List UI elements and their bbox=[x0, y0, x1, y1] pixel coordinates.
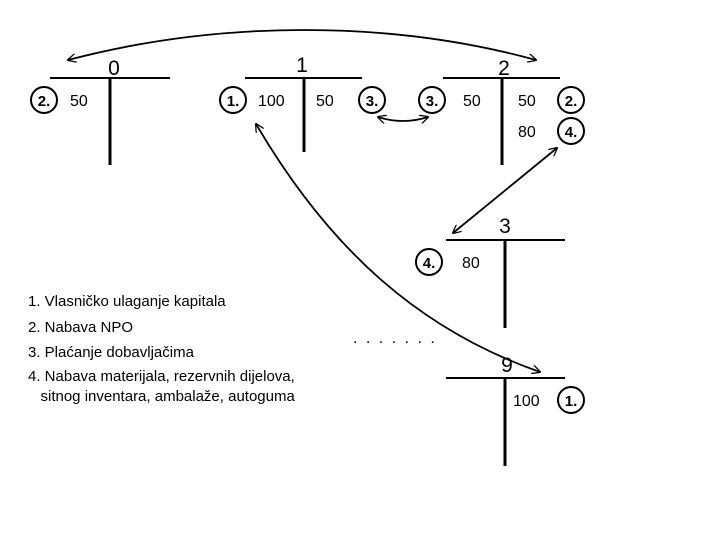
entry-marker: 3. bbox=[365, 93, 379, 110]
legend-item-3: 3. Plaćanje dobavljačima bbox=[28, 344, 194, 361]
entry-marker: 1. bbox=[564, 393, 578, 410]
entry-amount: 50 bbox=[316, 93, 334, 110]
t-account-9 bbox=[446, 354, 584, 466]
entry-amount: 100 bbox=[513, 393, 540, 410]
legend bbox=[28, 293, 295, 405]
entry-amount: 80 bbox=[462, 255, 480, 272]
t-account-1 bbox=[220, 54, 385, 152]
legend-item-4-continued: sitnog inventara, ambalaže, autoguma bbox=[28, 388, 295, 405]
legend-item-2: 2. Nabava NPO bbox=[28, 319, 134, 336]
entry-marker: 2. bbox=[564, 93, 578, 110]
t-account-0-number: 0 bbox=[108, 57, 120, 80]
t-account-3-number: 3 bbox=[499, 215, 511, 238]
arrow-account-1-to-2 bbox=[378, 117, 428, 121]
entry-amount: 100 bbox=[258, 93, 285, 110]
t-account-3 bbox=[416, 215, 565, 328]
t-account-2 bbox=[419, 57, 584, 165]
entry-amount: 50 bbox=[518, 93, 536, 110]
entry-amount: 50 bbox=[70, 93, 88, 110]
entry-amount: 50 bbox=[463, 93, 481, 110]
entry-marker: 1. bbox=[226, 93, 240, 110]
t-account-9-number: 9 bbox=[501, 354, 513, 377]
legend-item-1: 1. Vlasničko ulaganje kapitala bbox=[28, 293, 226, 310]
entry-marker: 2. bbox=[37, 93, 51, 110]
t-account-0 bbox=[31, 57, 170, 165]
entry-marker: 3. bbox=[425, 93, 439, 110]
ellipsis-dots: . . . . . . . bbox=[353, 330, 437, 347]
t-account-1-number: 1 bbox=[296, 54, 308, 77]
entry-marker: 4. bbox=[422, 255, 436, 272]
entry-amount: 80 bbox=[518, 124, 536, 141]
legend-item-4: 4. Nabava materijala, rezervnih dijelova, bbox=[28, 368, 295, 385]
entry-marker: 4. bbox=[564, 124, 578, 141]
t-account-2-number: 2 bbox=[498, 57, 510, 80]
